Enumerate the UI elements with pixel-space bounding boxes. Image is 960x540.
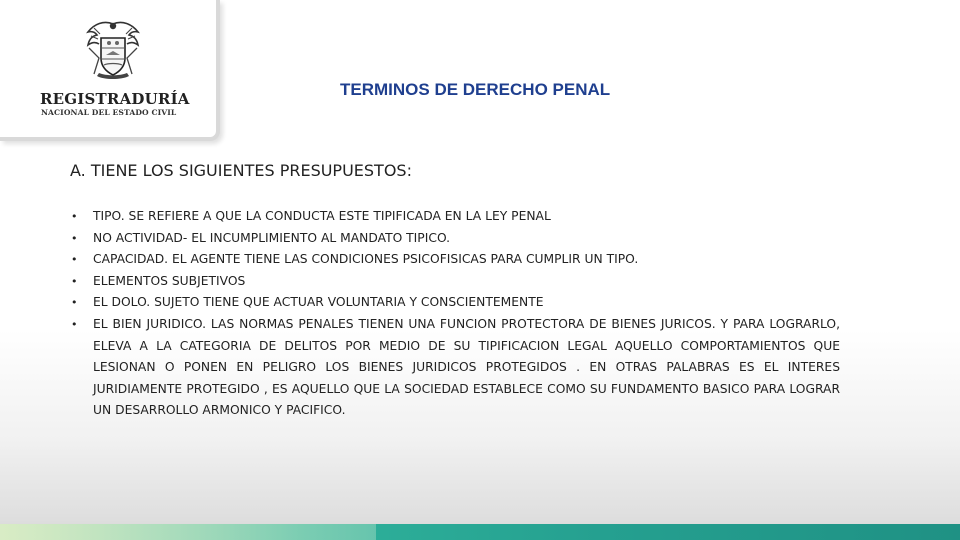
list-item-text: CAPACIDAD. EL AGENTE TIENE LAS CONDICIONES PSICOFISICAS PARA CUMPLIR UN TIPO. (93, 252, 639, 267)
logo-name: REGISTRADURÍA (40, 90, 190, 108)
bullet-list (70, 206, 840, 422)
bullet-icon: • (71, 210, 78, 223)
list-item-text: EL DOLO. SUJETO TIENE QUE ACTUAR VOLUNTARIA Y CONSCIENTEMENTE (93, 295, 544, 310)
bullet-icon: • (71, 253, 78, 267)
section-heading: A. TIENE LOS SIGUIENTES PRESUPUESTOS: (70, 161, 412, 180)
list-item-text: EL BIEN JURIDICO. LAS NORMAS PENALES TIENEN UNA FUNCION PROTECTORA DE BIENES JURICOS. Y PARA LOGRARLO, ELEVA A LA CATEGORIA DE DELITOS POR MEDIO DE SU TIPIFICACION LEGAL AQUELLO COMPORTAMIENTOS QUE LESIONAN O PONEN EN PELIGRO LOS BIENES JURIDICOS PROTEGIDOS . EN OTRAS PALABRAS ES EL INTERES JURIDIAMENTE PROTEGIDO , ES AQUELLO QUE LA SOCIEDAD ESTABLECE COMO SU FUNDAMENTO BASICO PARA LOGRAR UN DESARROLLO ARMONICO Y PACIFICO. (93, 316, 840, 418)
list-item (70, 271, 840, 293)
bullet-icon: • (71, 274, 78, 288)
list-item (70, 292, 840, 314)
bullet-icon: • (71, 296, 78, 310)
colombian-coat-of-arms-icon (80, 18, 146, 82)
list-item (70, 228, 840, 250)
slide-title: TERMINOS DE DERECHO PENAL (340, 80, 611, 99)
footer-bar-highlight (0, 524, 376, 540)
list-item-text: TIPO. SE REFIERE A QUE LA CONDUCTA ESTE TIPIFICADA EN LA LEY PENAL (93, 209, 551, 223)
list-item (70, 314, 840, 422)
footer-color-bar (0, 524, 960, 540)
list-item-text: NO ACTIVIDAD- EL INCUMPLIMIENTO AL MANDATO TIPICO. (93, 230, 451, 245)
bullet-icon: • (71, 317, 78, 331)
bullet-icon: • (71, 231, 78, 245)
logo-subtitle: NACIONAL DEL ESTADO CIVIL (41, 108, 177, 117)
list-item-text: ELEMENTOS SUBJETIVOS (93, 273, 246, 288)
list-item (70, 206, 840, 228)
list-item (70, 249, 840, 271)
logo-panel (0, 0, 220, 141)
